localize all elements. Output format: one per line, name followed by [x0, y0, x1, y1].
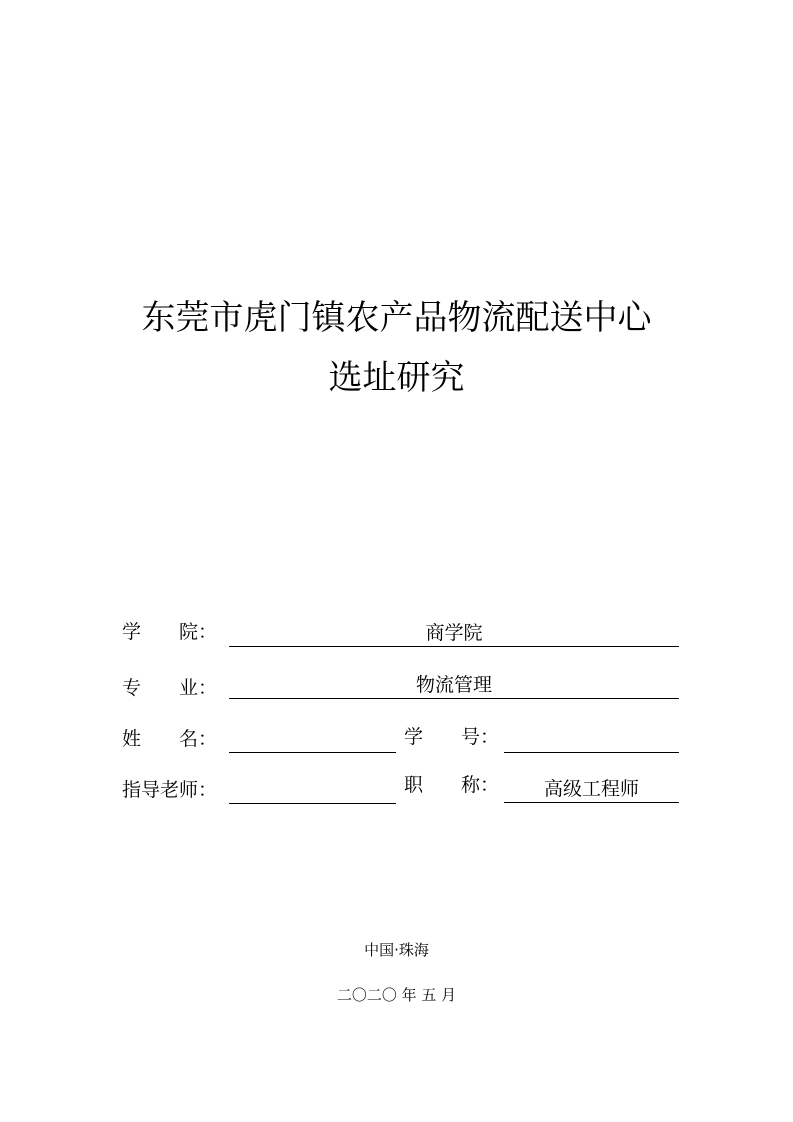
college-label: 学 院： [122, 621, 218, 643]
title-rank-label: 职 称： [404, 774, 500, 796]
name-field[interactable] [229, 727, 396, 753]
advisor-label: 指导老师： [122, 779, 218, 801]
thesis-title-line-1: 东莞市虎门镇农产品物流配送中心 [141, 298, 652, 338]
footer-date: 二〇二〇 年 五 月 [336, 986, 457, 1004]
thesis-title-line-2: 选址研究 [328, 358, 465, 398]
name-label: 姓 名： [122, 728, 218, 750]
major-field[interactable]: 物流管理 [229, 673, 679, 699]
student-id-label: 学 号： [404, 726, 500, 748]
college-field[interactable]: 商学院 [229, 621, 679, 647]
title-rank-field[interactable]: 高级工程师 [504, 777, 679, 803]
major-label: 专 业： [122, 677, 218, 699]
student-id-field[interactable] [504, 727, 679, 753]
footer-place: 中国·珠海 [364, 941, 429, 959]
advisor-field[interactable] [229, 778, 396, 804]
